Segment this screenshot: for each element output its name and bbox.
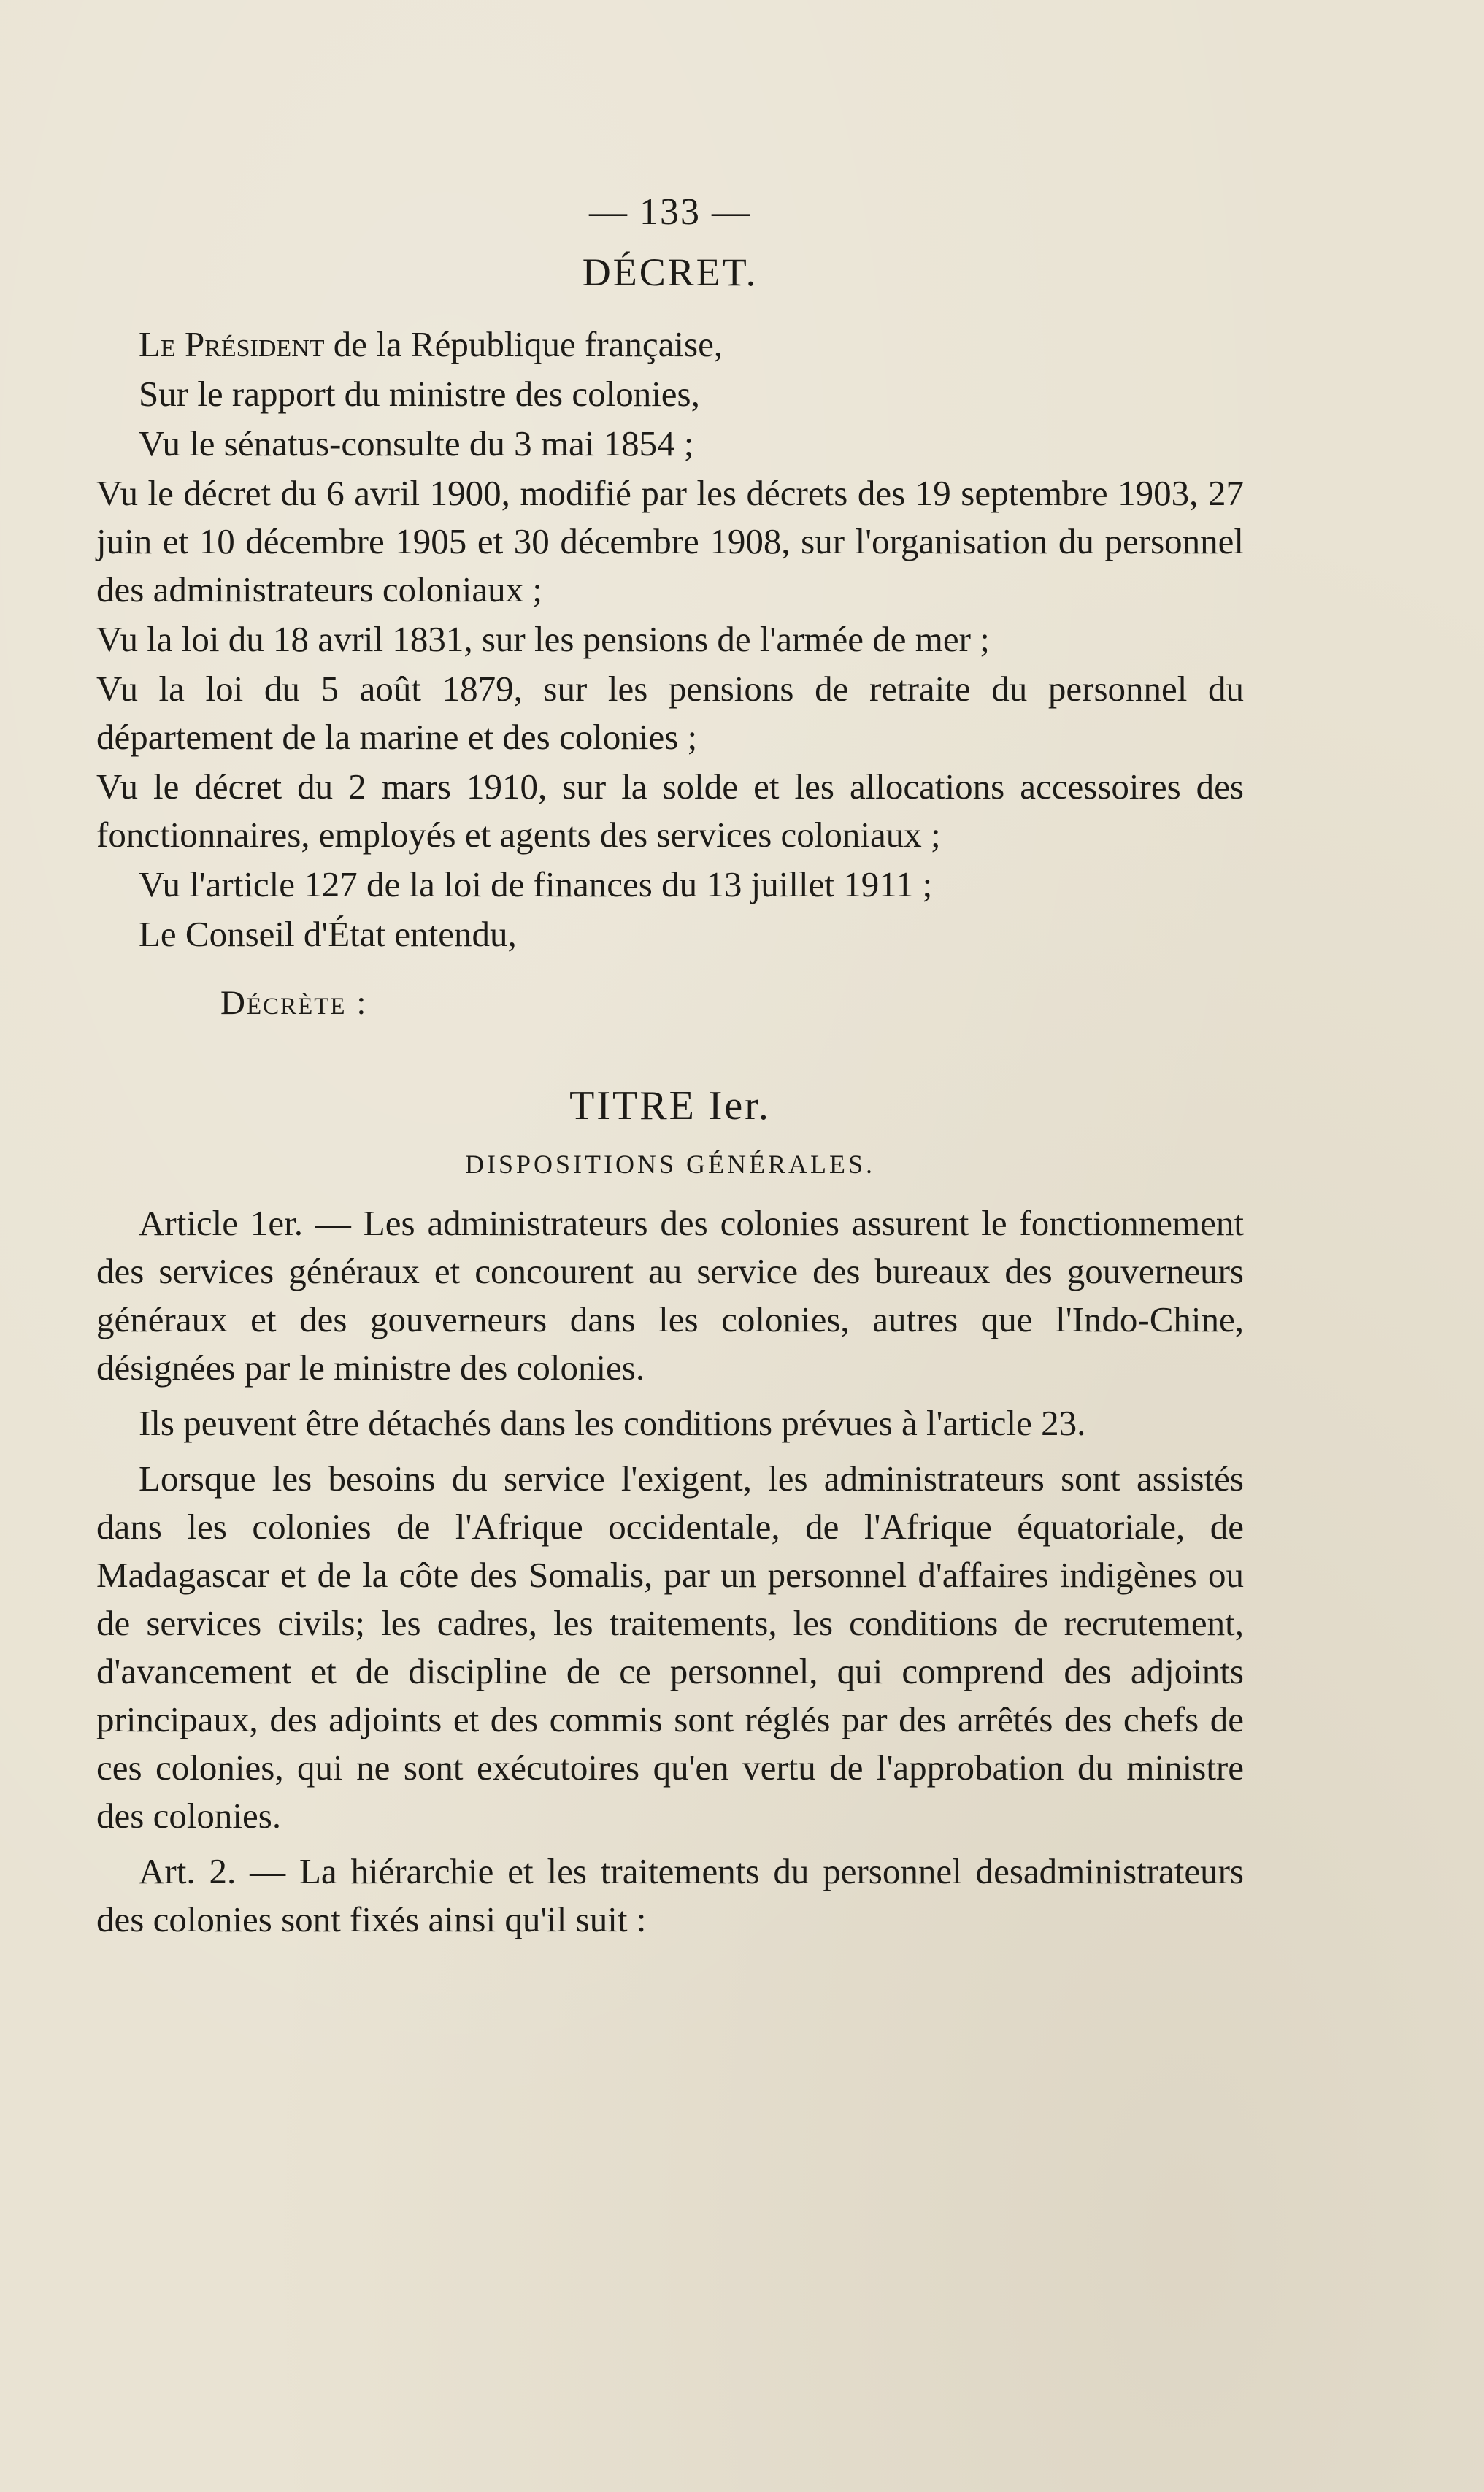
preamble-paragraph: Vu le décret du 6 avril 1900, modifié par les décrets des 19 septembre 1903, 27 juin et 10 décembre 1905 et 30 décembre 1908, sur l'organisation du personnel des administrateurs coloniaux ; <box>96 473 1244 609</box>
preamble-paragraph: Vu l'article 127 de la loi de finances du 13 juillet 1911 ; <box>139 864 933 904</box>
text-block <box>96 186 1244 1944</box>
page-title: DÉCRET. <box>582 250 758 294</box>
intro-paragraph <box>96 320 1244 369</box>
article-paragraph: Lorsque les besoins du service l'exigent, les administrateurs sont assistés dans les colonies de l'Afrique occidentale, de l'Afrique équatoriale, de Madagascar et de la côte des Somalis, par un personnel d'affaires indigènes ou de services civils; les cadres, les traitements, les conditions de recrutement, d'avancement et de discipline de ce personnel, qui comprend des adjoints principaux, des adjoints et des commis sont réglés par des arrêtés des chefs de ces colonies, qui ne sont exécutoires qu'en vertu de l'approbation du ministre des colonies. <box>96 1458 1244 1836</box>
decrete-heading: Décrète : <box>220 984 368 1022</box>
article-paragraph: Ils peuvent être détachés dans les conditions prévues à l'article 23. <box>139 1403 1086 1443</box>
preamble-paragraph: Vu la loi du 5 août 1879, sur les pensions de retraite du personnel du département de la marine et des colonies ; <box>96 669 1244 757</box>
page-number: — 133 — <box>589 191 751 233</box>
preamble-paragraph: Sur le rapport du ministre des colonies, <box>139 374 700 414</box>
preamble-paragraph: Vu la loi du 18 avril 1831, sur les pensions de l'armée de mer ; <box>96 619 990 659</box>
paragraph-spacer <box>96 1840 1244 1847</box>
preamble-paragraph: Vu le sénatus-consulte du 3 mai 1854 ; <box>139 423 694 464</box>
section-title: TITRE Ier. <box>569 1083 771 1128</box>
article-paragraph: Article 1er. — Les administrateurs des colonies assurent le fonctionnement des services généraux et concourent au service des bureaux des gouverneurs généraux et des gouverneurs dans les colonies, autres que l'Indo-Chine, désignées par le ministre des colonies. <box>96 1203 1244 1388</box>
section-subtitle: DISPOSITIONS GÉNÉRALES. <box>464 1150 876 1179</box>
paragraph-spacer <box>96 1447 1244 1455</box>
preamble-paragraph: Le Conseil d'État entendu, <box>139 914 517 954</box>
intro-rest: de la République française, <box>324 324 723 364</box>
preamble-paragraph: Vu le décret du 2 mars 1910, sur la solde et les allocations accessoires des fonctionnaires, employés et agents des services coloniaux ; <box>96 766 1244 855</box>
article-paragraph: Art. 2. — La hiérarchie et les traitements du personnel desadministrateurs des colonies sont fixés ainsi qu'il suit : <box>96 1851 1244 1939</box>
intro-prefix: Le Président <box>139 324 325 364</box>
paragraph-spacer <box>96 1392 1244 1399</box>
